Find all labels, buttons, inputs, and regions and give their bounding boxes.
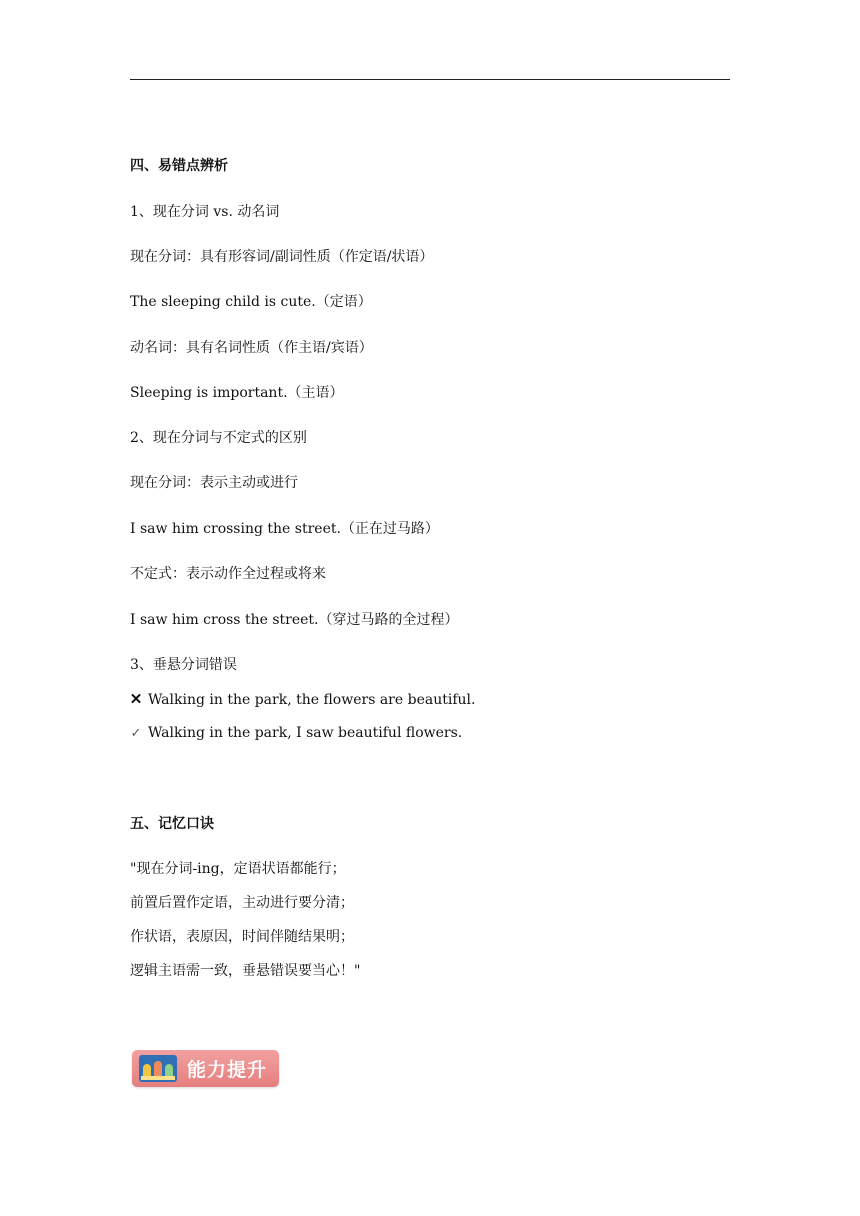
- text-line: 动名词：具有名词性质（作主语/宾语）: [130, 340, 373, 356]
- header-rule: [130, 79, 730, 80]
- check-icon: ✓: [130, 726, 142, 741]
- wrong-example-text: Walking in the park, the flowers are beautiful.: [148, 692, 476, 708]
- right-example-text: Walking in the park, I saw beautiful flowers.: [148, 725, 463, 741]
- cross-icon: ✕: [129, 690, 143, 708]
- example-sentence: I saw him cross the street.（穿过马路的全过程）: [130, 612, 459, 628]
- item-title-3: 3、垂悬分词错误: [130, 657, 237, 673]
- section-heading-mnemonic: 五、记忆口诀: [130, 816, 214, 832]
- rhyme-line-2: 前置后置作定语，主动进行要分清；: [130, 895, 354, 911]
- example-sentence: The sleeping child is cute.（定语）: [130, 294, 372, 310]
- text-line: 现在分词：具有形容词/副词性质（作定语/状语）: [130, 249, 434, 265]
- item-title-1: 1、现在分词 vs. 动名词: [130, 204, 280, 220]
- example-sentence: I saw him crossing the street.（正在过马路）: [130, 521, 439, 537]
- badge-label: 能力提升: [187, 1059, 268, 1081]
- classroom-icon: [139, 1055, 177, 1082]
- text-line: 现在分词：表示主动或进行: [130, 475, 298, 491]
- example-sentence: Sleeping is important.（主语）: [130, 385, 344, 401]
- section-heading-mistakes: 四、易错点辨析: [130, 158, 228, 174]
- rhyme-line-3: 作状语，表原因，时间伴随结果明；: [130, 929, 354, 945]
- item-title-2: 2、现在分词与不定式的区别: [130, 430, 307, 446]
- ability-boost-badge: [132, 1050, 279, 1087]
- right-example-line: [129, 724, 462, 743]
- text-line: 不定式：表示动作全过程或将来: [130, 566, 326, 582]
- rhyme-line-4: 逻辑主语需一致，垂悬错误要当心！": [130, 963, 361, 979]
- rhyme-line-1: "现在分词-ing，定语状语都能行；: [130, 861, 346, 877]
- wrong-example-line: [129, 690, 475, 709]
